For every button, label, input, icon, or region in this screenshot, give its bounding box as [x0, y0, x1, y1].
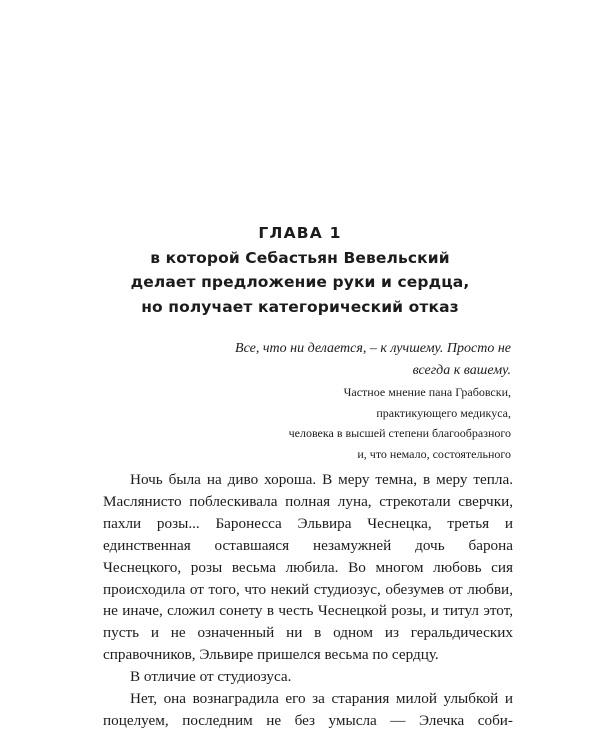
- chapter-subtitle-line: делает предложение руки и сердца,: [130, 273, 470, 291]
- paragraph: Нет, она вознаградила его за старания милой улыбкой и поцелуем, последним не без умысла — Элечка соби-: [103, 690, 513, 729]
- attribution-line: практикующего медикуса,: [376, 405, 511, 420]
- epigraph: [211, 338, 511, 382]
- epigraph-line: Все, что ни делается, – к лучшему. Просто не: [235, 341, 511, 356]
- chapter-title: [0, 221, 600, 319]
- paragraph: Ночь была на диво хороша. В меру темна, в меру теплa. Маслянисто поблескивала полная луна, стрекотали сверчки, пахли розы... Баронесса Эльвира Чеснецка, третья и единственная оставшаяся незамужней дочь барона Чеснецкого, розы весьма любила. Во многом любовь сия происходила от того, что некий студиозус, обезумев от любви, не иначе, сложил сонету в честь Чеснецкой розы, и титул этот, пусть и не означенный ни в одном из геральдических справочников, Эльвире пришелся весьма по сердцу.: [103, 471, 513, 664]
- chapter-subtitle-line: но получает категорический отказ: [141, 297, 459, 316]
- attribution-line: и, что немало, состоятельного: [357, 446, 511, 461]
- attribution-line: человека в высшей степени благообразного: [288, 426, 511, 440]
- chapter-subtitle-line: в которой Себастьян Вевельский: [150, 248, 450, 267]
- chapter-heading: ГЛАВА 1: [258, 224, 342, 242]
- epigraph-attribution: [181, 382, 511, 464]
- epigraph-line: всегда к вашему.: [412, 363, 511, 378]
- attribution-line: Частное мнение пана Грабовски,: [343, 385, 511, 399]
- body-text: [103, 469, 513, 732]
- paragraph: В отличие от студиозуса.: [130, 668, 292, 686]
